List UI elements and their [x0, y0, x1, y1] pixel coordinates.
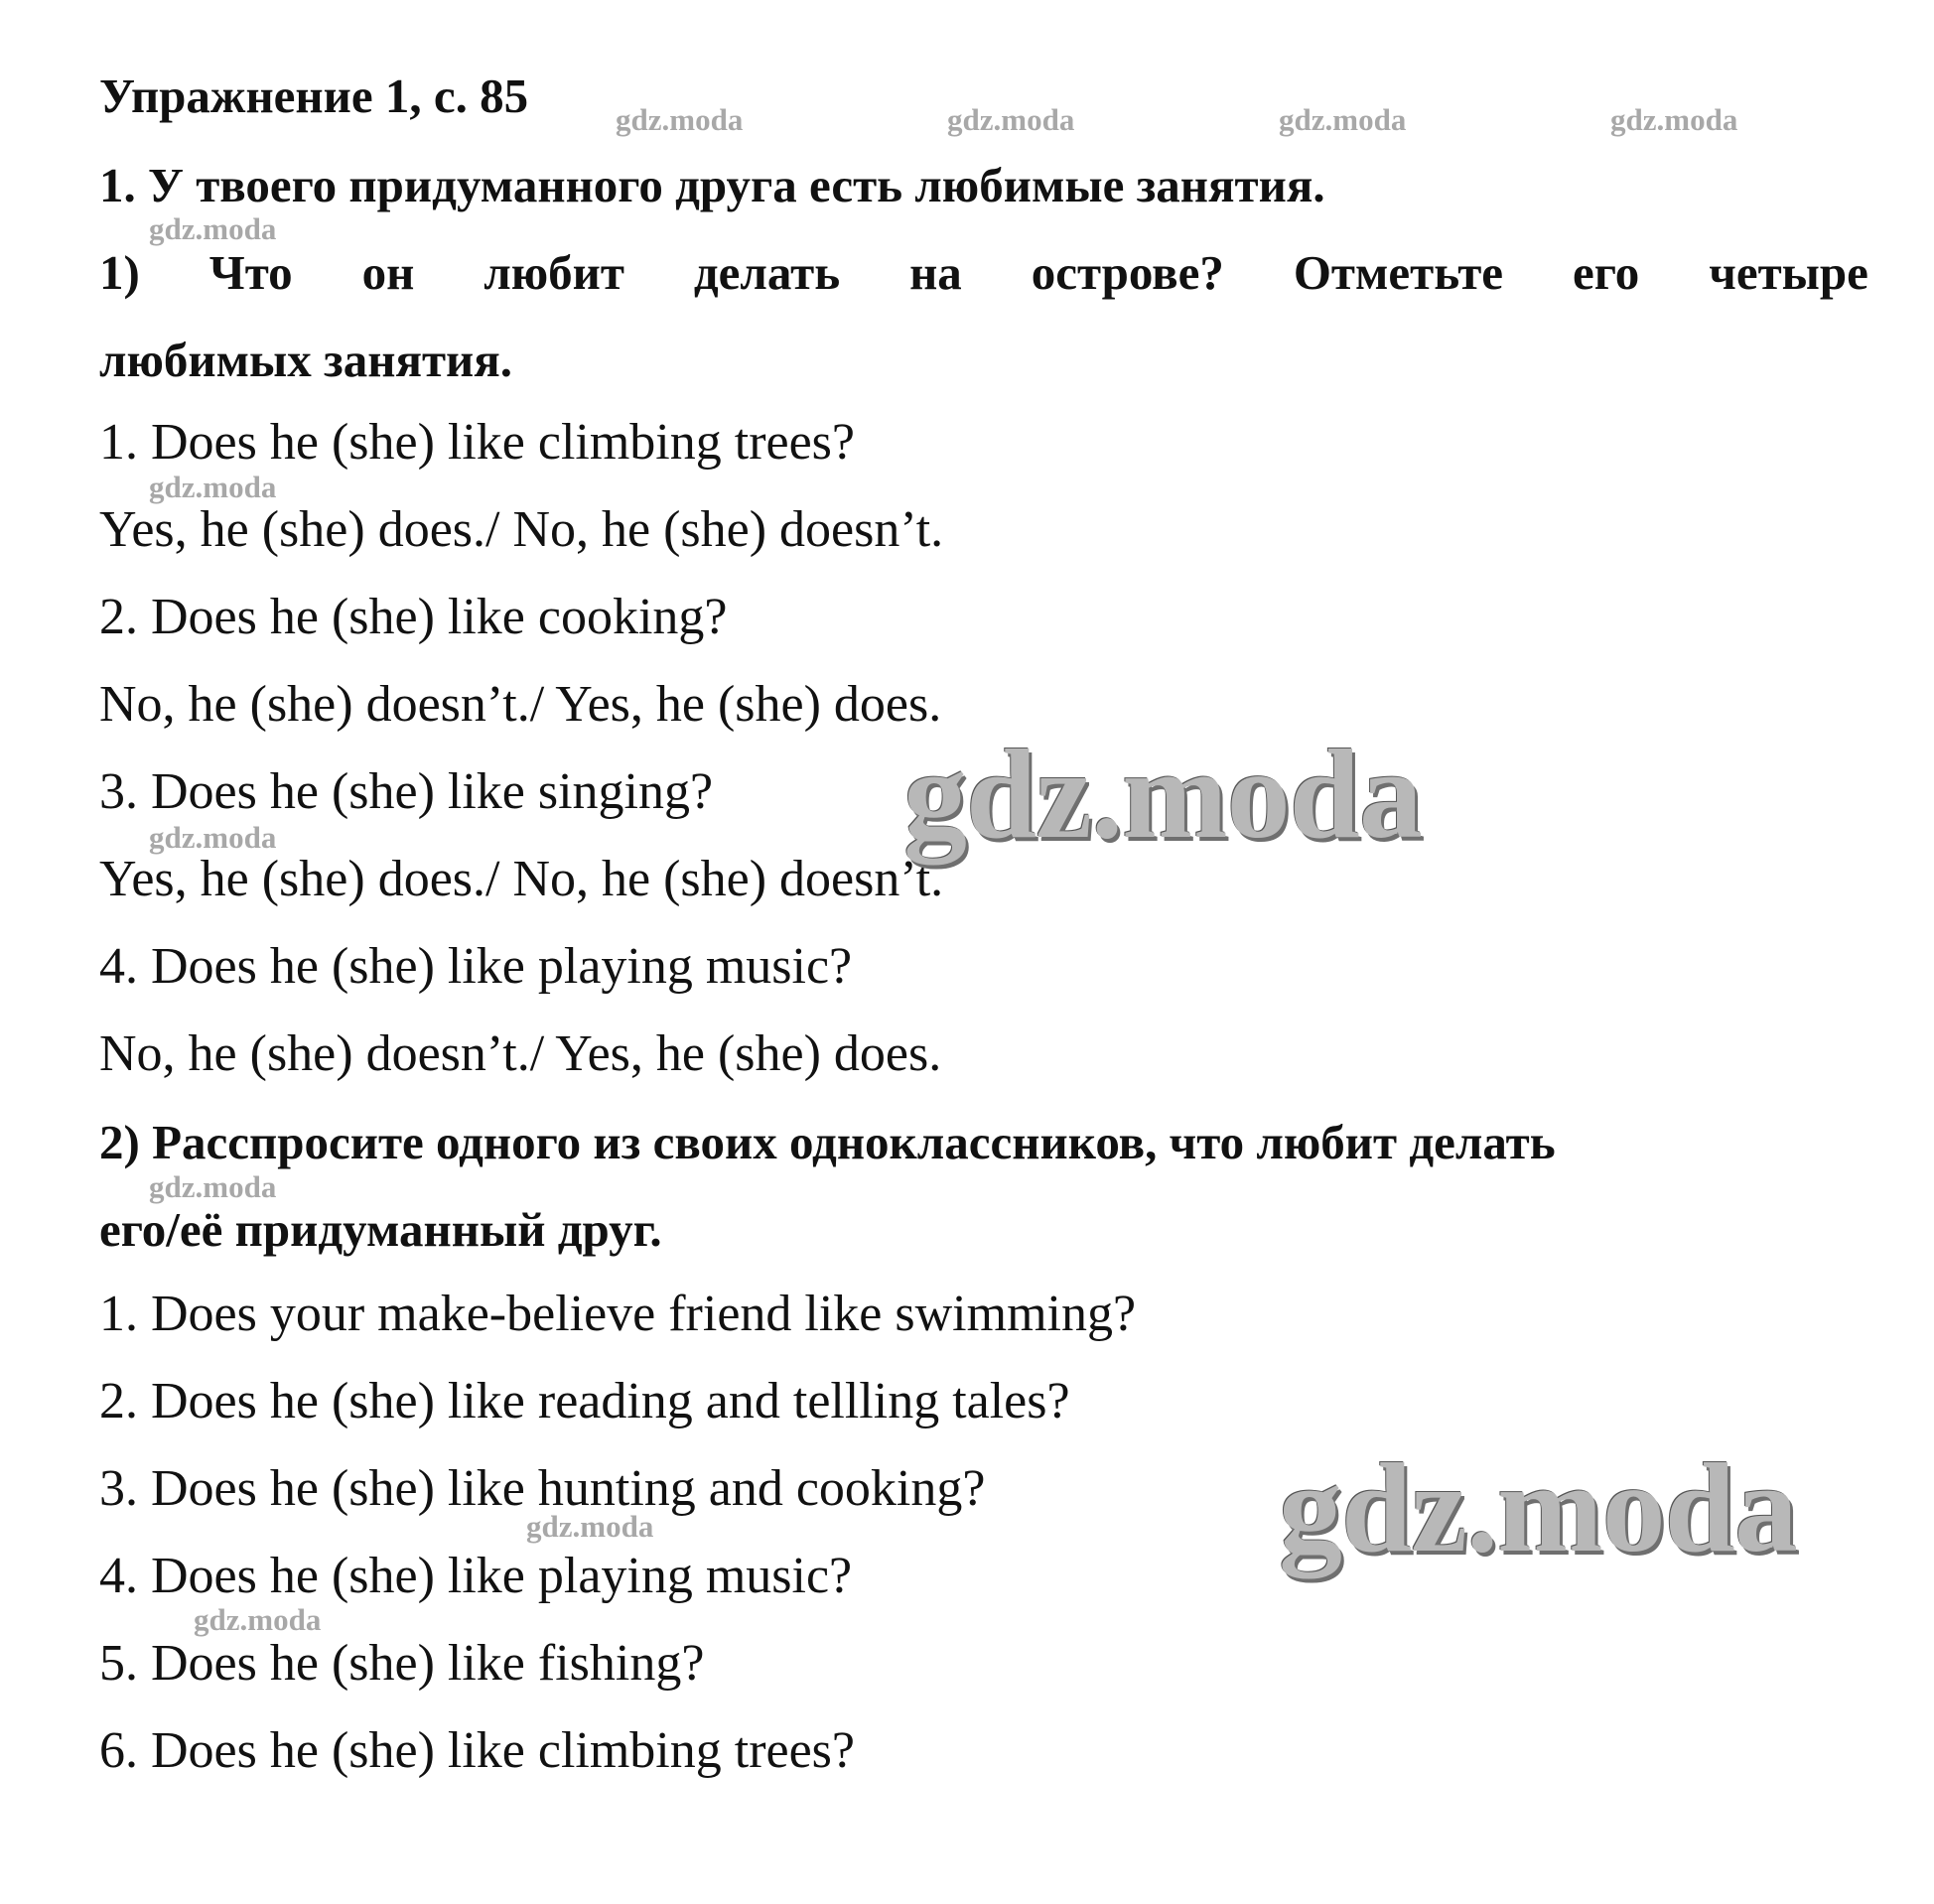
watermark-small: gdz.moda	[194, 1602, 322, 1637]
part-1-word: острове?	[1031, 245, 1224, 300]
question-line: 5. Does he (she) like fishing?	[99, 1635, 705, 1692]
part-1-word: он	[361, 245, 415, 300]
watermark-small: gdz.moda	[1279, 102, 1407, 137]
part-1-word: делать	[693, 245, 841, 300]
watermark-small: gdz.moda	[149, 211, 277, 246]
question-line: 3. Does he (she) like hunting and cooking?	[99, 1460, 986, 1517]
answer-line: No, he (she) doesn’t./ Yes, he (she) does.	[99, 1025, 942, 1082]
question-line: 1. Does he (she) like climbing trees?	[99, 414, 855, 471]
watermark-small: gdz.moda	[149, 470, 277, 504]
question-line: 4. Does he (she) like playing music?	[99, 938, 853, 995]
question-line: 2. Does he (she) like reading and tellling tales?	[99, 1373, 1070, 1429]
part-2-heading-line-2: его/её придуманный друг.	[99, 1202, 662, 1257]
watermark-large: gdz.moda	[1279, 1437, 1797, 1578]
part-1-heading-line-1	[99, 245, 1868, 300]
watermark-small: gdz.moda	[947, 102, 1075, 137]
question-line: 2. Does he (she) like cooking?	[99, 589, 728, 645]
part-1-word: на	[909, 245, 962, 300]
question-line: 6. Does he (she) like climbing trees?	[99, 1722, 855, 1779]
part-1-word: его	[1572, 245, 1640, 300]
answer-line: Yes, he (she) does./ No, he (she) doesn’t.	[99, 501, 944, 558]
part-2-heading-line-1: 2) Расспросите одного из своих одноклассников, что любит делать	[99, 1115, 1556, 1169]
question-line: 3. Does he (she) like singing?	[99, 763, 714, 820]
exercise-title: Упражнение 1, с. 85	[99, 68, 529, 123]
part-1-word: Что	[208, 245, 293, 300]
task-1-heading: 1. У твоего придуманного друга есть любимые занятия.	[99, 158, 1325, 212]
question-line: 1. Does your make-believe friend like swimming?	[99, 1286, 1137, 1342]
watermark-small: gdz.moda	[616, 102, 744, 137]
part-1-number: 1)	[99, 245, 140, 300]
part-1-word: любит	[484, 245, 624, 300]
watermark-small: gdz.moda	[149, 820, 277, 855]
part-1-heading-line-2: любимых занятия.	[99, 333, 513, 387]
question-line: 4. Does he (she) like playing music?	[99, 1548, 853, 1604]
watermark-small: gdz.moda	[1610, 102, 1738, 137]
watermark-large: gdz.moda	[903, 724, 1422, 865]
answer-line: Yes, he (she) does./ No, he (she) doesn’t.	[99, 851, 944, 907]
part-1-word: Отметьте	[1293, 245, 1504, 300]
watermark-small: gdz.moda	[149, 1169, 277, 1204]
answer-line: No, he (she) doesn’t./ Yes, he (she) does.	[99, 676, 942, 733]
watermark-small: gdz.moda	[526, 1509, 654, 1544]
part-1-word: четыре	[1709, 245, 1868, 300]
